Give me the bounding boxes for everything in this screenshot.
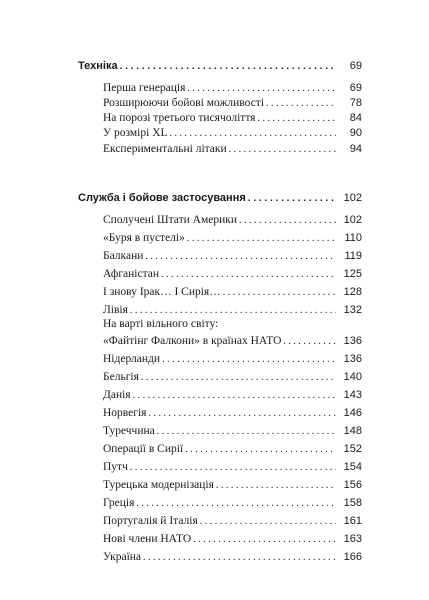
dot-leader xyxy=(136,497,336,511)
toc-entry xyxy=(103,303,362,318)
entry-page: 132 xyxy=(343,304,362,316)
entry-title: Нові члени НАТО xyxy=(103,533,192,545)
dot-leader xyxy=(248,192,336,206)
toc-entry xyxy=(103,142,362,157)
entry-title: «Буря в пустелі» xyxy=(103,232,185,244)
entry-page: 119 xyxy=(344,250,362,262)
dot-leader xyxy=(283,335,336,349)
entry-title: Португалія й Італія xyxy=(103,515,198,527)
toc-entry xyxy=(103,388,362,403)
heading-page: 69 xyxy=(349,60,362,72)
entry-page: 110 xyxy=(344,232,362,244)
dot-leader xyxy=(157,425,336,439)
entry-page: 166 xyxy=(343,551,362,563)
dot-leader xyxy=(187,232,336,246)
entry-title: Лівія xyxy=(103,304,128,316)
entry-page: 136 xyxy=(343,335,362,347)
dot-leader xyxy=(162,353,336,367)
dot-leader xyxy=(133,389,336,403)
entry-title: Перша генерація xyxy=(103,82,186,94)
dot-leader xyxy=(120,60,336,74)
entry-page: 102 xyxy=(343,214,362,226)
dot-leader xyxy=(185,443,336,457)
entry-page: 154 xyxy=(343,461,362,473)
toc-entry xyxy=(103,514,362,529)
dot-leader xyxy=(148,407,336,421)
entry-title: Експериментальні літаки xyxy=(103,143,227,155)
dot-leader xyxy=(170,127,336,141)
entry-title: Україна xyxy=(103,551,142,563)
dot-leader xyxy=(229,143,336,157)
entry-title: Афганістан xyxy=(103,268,160,280)
dot-leader xyxy=(130,304,336,318)
toc-entry xyxy=(103,478,362,493)
toc-entry xyxy=(103,126,362,141)
toc-entry xyxy=(103,550,362,565)
toc-entry-title-only: На варті вільного світу: xyxy=(103,318,219,330)
toc-heading-service xyxy=(78,191,362,206)
dot-leader xyxy=(143,551,336,565)
entry-page: 90 xyxy=(349,127,362,139)
entry-page: 69 xyxy=(349,82,362,94)
dot-leader xyxy=(266,97,336,111)
entry-title: Розширюючи бойові можливості xyxy=(103,97,265,109)
toc-entry xyxy=(103,334,362,349)
entry-title: Балкани xyxy=(103,250,144,262)
entry-title: Нідерланди xyxy=(103,353,161,365)
entry-title: «Файтінг Фалкони» в країнах НАТО xyxy=(103,335,282,347)
dot-leader xyxy=(130,461,336,475)
entry-title: Турецька модернізація xyxy=(103,479,214,491)
heading-title: Техніка xyxy=(78,60,118,72)
entry-page: 148 xyxy=(343,425,362,437)
entry-title: Операції в Сирії xyxy=(103,443,184,455)
dot-leader xyxy=(145,250,336,264)
toc-entry xyxy=(103,442,362,457)
entry-page: 158 xyxy=(343,497,362,509)
entry-title: Путч xyxy=(103,461,128,473)
toc-entry xyxy=(103,213,362,228)
entry-page: 156 xyxy=(343,479,362,491)
dot-leader xyxy=(216,479,336,493)
entry-page: 136 xyxy=(343,353,362,365)
dot-leader xyxy=(239,214,336,228)
entry-title: Данія xyxy=(103,389,131,401)
toc-entry xyxy=(103,496,362,511)
entry-page: 78 xyxy=(349,97,362,109)
toc-entry xyxy=(103,81,362,96)
entry-page: 84 xyxy=(349,112,362,124)
toc-entry xyxy=(103,460,362,475)
entry-page: 143 xyxy=(343,389,362,401)
entry-page: 140 xyxy=(343,371,362,383)
dot-leader xyxy=(187,82,336,96)
entry-page: 94 xyxy=(349,143,362,155)
entry-title: Сполучені Штати Америки xyxy=(103,214,237,226)
toc-entry xyxy=(103,532,362,547)
dot-leader xyxy=(257,112,336,126)
dot-leader xyxy=(200,515,336,529)
entry-page: 152 xyxy=(343,443,362,455)
entry-title: І знову Ірак… І Сирія… xyxy=(103,286,221,298)
dot-leader xyxy=(223,286,336,300)
entry-page: 146 xyxy=(343,407,362,419)
toc-entry xyxy=(103,285,362,300)
entry-title: Туреччина xyxy=(103,425,155,437)
entry-title: У розмірі XL xyxy=(103,127,168,139)
entry-title: Норвегія xyxy=(103,407,147,419)
toc-entry xyxy=(103,424,362,439)
heading-page: 102 xyxy=(343,192,362,204)
dot-leader xyxy=(193,533,336,547)
toc-heading-technique xyxy=(78,59,362,74)
toc-entry xyxy=(103,406,362,421)
toc-entry xyxy=(103,370,362,385)
entry-title: Греція xyxy=(103,497,135,509)
heading-title: Служба і бойове застосування xyxy=(78,192,246,204)
toc-entry xyxy=(103,249,362,264)
toc-entry xyxy=(103,96,362,111)
entry-title: Бельгія xyxy=(103,371,139,383)
dot-leader xyxy=(161,268,336,282)
entry-page: 125 xyxy=(343,268,362,280)
entry-title: На порозі третього тисячоліття xyxy=(103,112,256,124)
toc-entry xyxy=(103,267,362,282)
toc-entry xyxy=(103,111,362,126)
dot-leader xyxy=(141,371,336,385)
entry-page: 161 xyxy=(343,515,362,527)
toc-entry xyxy=(103,352,362,367)
entry-page: 128 xyxy=(343,286,362,298)
entry-page: 163 xyxy=(343,533,362,545)
toc-entry xyxy=(103,231,362,246)
